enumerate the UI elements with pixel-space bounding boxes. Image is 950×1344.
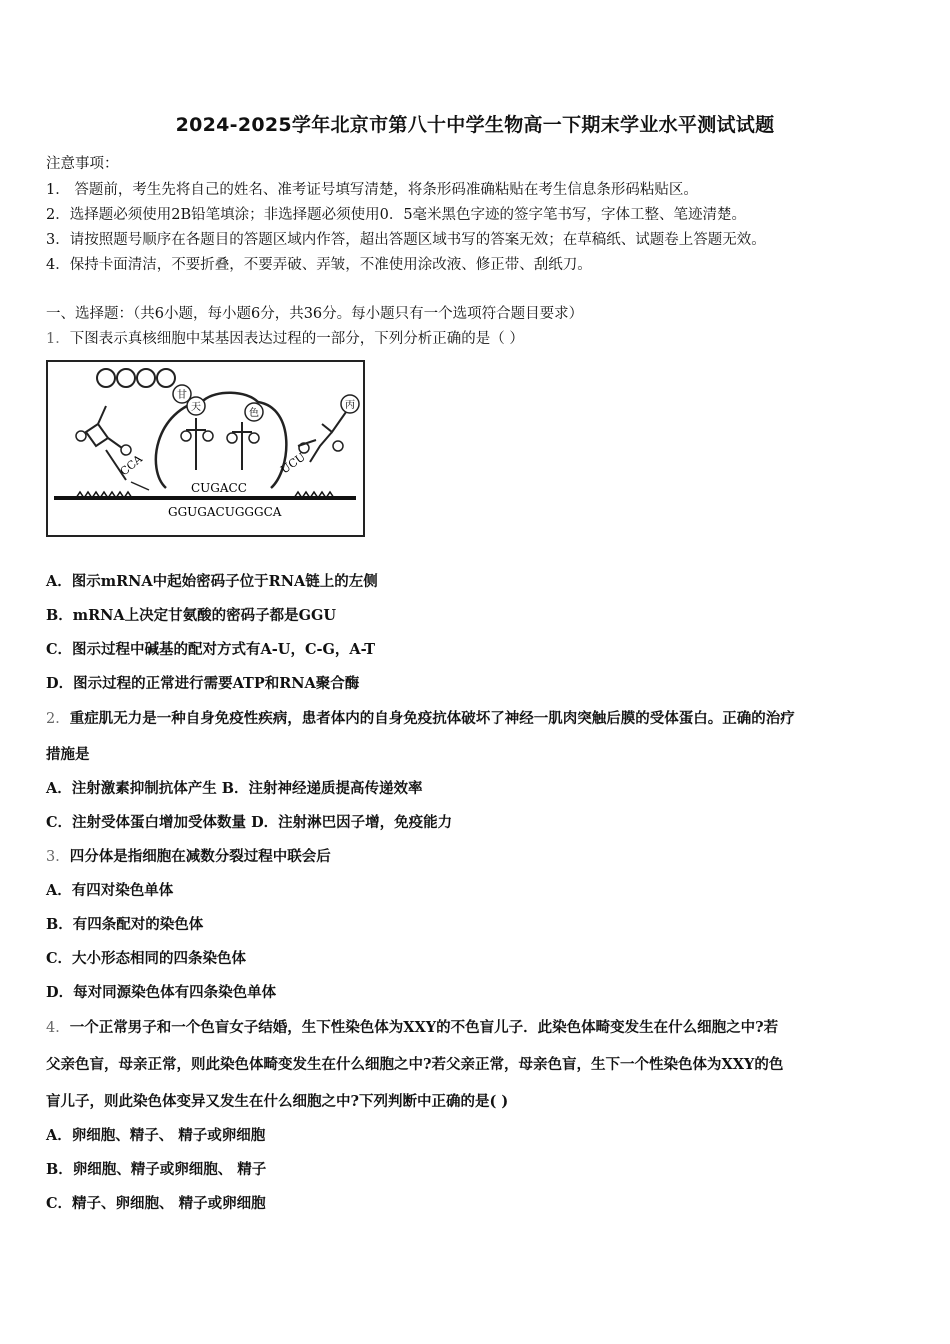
translation-diagram — [46, 360, 366, 538]
codon-in-site: CUGACC — [191, 481, 247, 495]
label-bing: 丙 — [345, 400, 355, 411]
q2-options-ab: A．注射激素抑制抗体产生 B．注射神经递质提高传递效率 — [46, 780, 423, 797]
question-number: 1． — [46, 331, 70, 347]
label-gan: 甘 — [177, 390, 187, 401]
q4-option-b: B．卵细胞、精子或卵细胞、 精子 — [46, 1161, 267, 1178]
q1-option-a: A．图示mRNA中起始密码子位于RNA链上的左侧 — [46, 573, 378, 590]
q2-options-cd: C．注射受体蛋白增加受体数量 D．注射淋巴因子增，免疫能力 — [46, 814, 453, 831]
section-heading: 一、选择题：（共6小题，每小题6分，共36分。每小题只有一个选项符合题目要求） — [46, 306, 584, 322]
q3-option-b: B．有四条配对的染色体 — [46, 916, 204, 933]
ribosome — [156, 393, 287, 488]
question-4-cont-2: 盲儿子，则此染色体变异又发生在什么细胞之中?下列判断中正确的是( ) — [46, 1093, 509, 1110]
question-text: 四分体是指细胞在减数分裂过程中联会后 — [69, 848, 331, 865]
label-tian: 天 — [191, 402, 201, 413]
question-2 — [46, 707, 795, 728]
notice-item-4: 4．保持卡面清洁，不要折叠，不要弄破、弄皱，不准使用涂改液、修正带、刮纸刀。 — [46, 257, 592, 273]
notice-item-1: 1． 答题前，考生先将自己的姓名、准考证号填写清楚，将条形码准确粘贴在考生信息条形码粘贴区。 — [46, 182, 698, 198]
question-4-cont-1: 父亲色盲，母亲正常，则此染色体畸变发生在什么细胞之中?若父亲正常，母亲色盲，生下一个性染色体为XXY的色 — [46, 1056, 784, 1073]
trna-a-site — [232, 422, 252, 470]
question-number: 2． — [46, 711, 70, 727]
trna-right — [298, 412, 346, 462]
question-text: 重症肌无力是一种自身免疫性疾病，患者体内的自身免疫抗体破坏了神经一肌肉突触后膜的受体蛋白。正确的治疗 — [69, 710, 795, 727]
q4-option-a: A．卵细胞、精子、 精子或卵细胞 — [46, 1127, 266, 1144]
notice-item-2: 2．选择题必须使用2B铅笔填涂；非选择题必须使用0．5毫米黑色字迹的签字笔书写，字体工整、笔迹清楚。 — [46, 207, 747, 223]
question-1 — [46, 327, 524, 348]
anticodon-right: UCU — [278, 450, 308, 477]
question-text: 一个正常男子和一个色盲女子结婚，生下性染色体为XXY的不色盲儿子．此染色体畸变发生在什么细胞之中?若 — [69, 1019, 779, 1036]
q1-option-c: C．图示过程中碱基的配对方式有A-U，C-G，A-T — [46, 641, 376, 658]
q3-option-a: A．有四对染色单体 — [46, 882, 174, 899]
trna-p-site — [186, 418, 206, 470]
q1-option-b: B．mRNA上决定甘氨酸的密码子都是GGU — [46, 607, 337, 624]
q4-option-c: C．精子、卵细胞、 精子或卵细胞 — [46, 1195, 266, 1212]
anticodon-left: CCA — [117, 452, 145, 479]
q1-option-d: D．图示过程的正常进行需要ATP和RNA聚合酶 — [46, 675, 360, 692]
page-title: 2024-2025学年北京市第八十中学生物高一下期末学业水平测试试题 — [175, 114, 775, 136]
amino-acid-bead — [97, 369, 115, 387]
notice-heading: 注意事项： — [46, 156, 119, 172]
question-2-cont: 措施是 — [46, 746, 90, 763]
question-3 — [46, 845, 331, 866]
question-number: 3． — [46, 849, 70, 865]
q3-option-c: C．大小形态相同的四条染色体 — [46, 950, 247, 967]
question-4 — [46, 1016, 778, 1037]
question-text: 下图表示真核细胞中某基因表达过程的一部分，下列分析正确的是（ ） — [69, 331, 524, 347]
question-number: 4． — [46, 1020, 70, 1036]
label-se: 色 — [249, 408, 259, 419]
amino-acid-bead — [117, 369, 135, 387]
q3-option-d: D．每对同源染色体有四条染色单体 — [46, 984, 277, 1001]
mrna-sequence: GGUGACUGGGCA — [168, 505, 282, 519]
amino-acid-bead — [137, 369, 155, 387]
notice-item-3: 3．请按照题号顺序在各题目的答题区域内作答，超出答题区域书写的答案无效；在草稿纸、试题卷上答题无效。 — [46, 232, 766, 248]
amino-acid-bead — [157, 369, 175, 387]
